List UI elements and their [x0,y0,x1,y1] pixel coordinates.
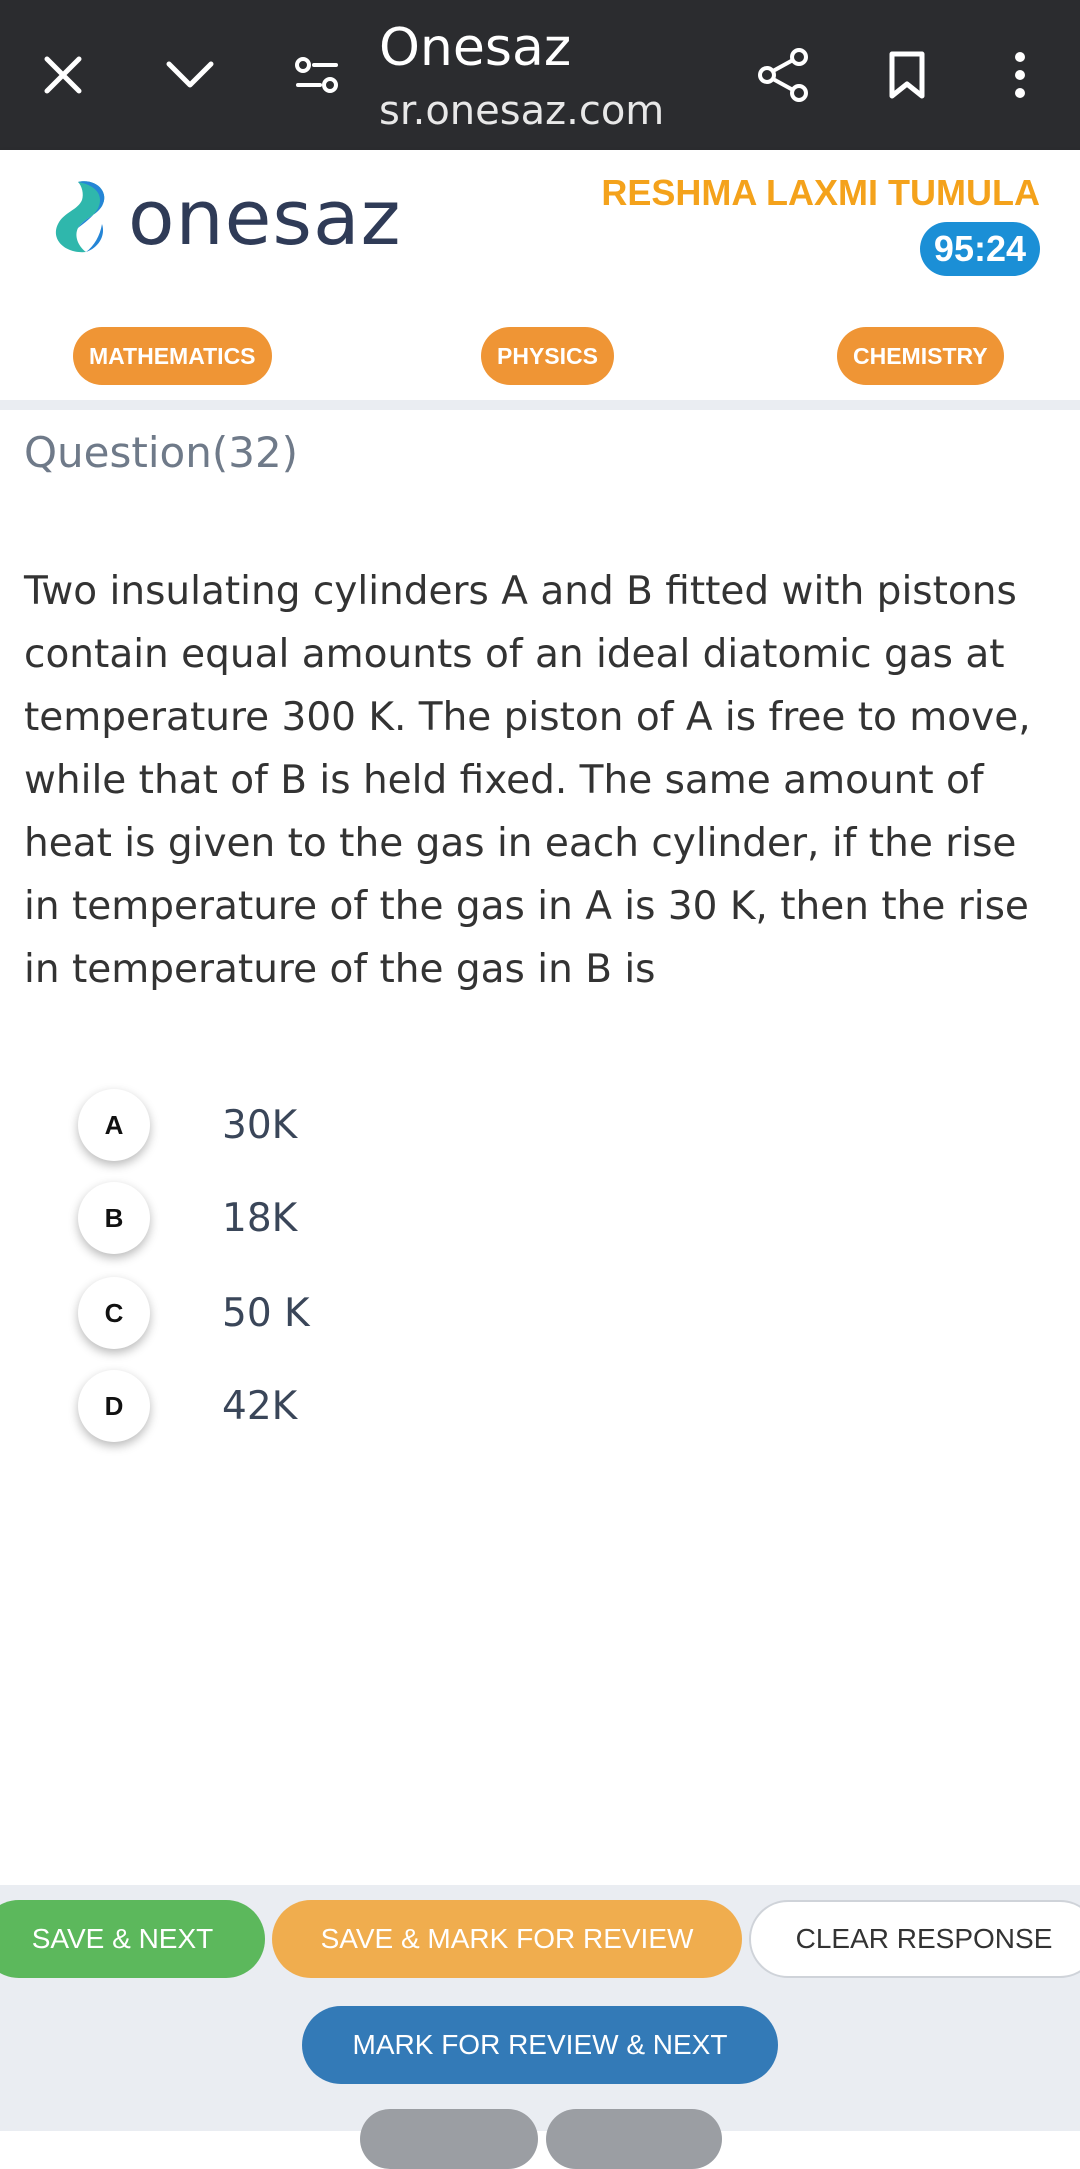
question-number: Question(32) [24,428,299,477]
option-b-text[interactable]: 18K [222,1195,298,1241]
option-a[interactable] [78,1089,297,1161]
option-a-text[interactable]: 30K [222,1102,298,1148]
option-a-badge[interactable]: A [78,1089,150,1161]
save-next-button[interactable]: SAVE & NEXT [0,1900,265,1978]
question-text: Two insulating cylinders A and B fitted with pistons contain equal amounts of an ideal diatomic gas at temperature 300 K. The piston of A is free to move, while that of B is held fixed. The same amount of heat is given to the gas in each cylinder, if the rise in temperature of the gas in A is 30 K, then the rise in temperature of the gas in B is [24,569,1031,992]
onesaz-logo[interactable] [44,172,401,262]
onesaz-logo-icon [44,176,114,258]
tab-chemistry[interactable]: CHEMISTRY [837,327,1004,385]
option-c-badge[interactable]: C [78,1277,150,1349]
action-bar [0,1885,1080,2131]
more-vert-icon[interactable] [985,40,1055,110]
close-icon[interactable] [28,40,98,110]
option-d-text[interactable]: 42K [222,1383,298,1429]
subject-tabs [0,292,1080,410]
mark-review-next-button[interactable]: MARK FOR REVIEW & NEXT [302,2006,778,2084]
tab-mathematics[interactable]: MATHEMATICS [73,327,272,385]
chevron-down-icon[interactable] [155,40,225,110]
option-b[interactable] [78,1182,297,1254]
option-d[interactable] [78,1370,297,1442]
exam-timer: 95:24 [920,222,1040,276]
option-d-badge[interactable]: D [78,1370,150,1442]
site-settings-icon[interactable] [282,40,352,110]
browser-toolbar [0,0,1080,150]
share-icon[interactable] [748,40,818,110]
tab-physics[interactable]: PHYSICS [481,327,614,385]
student-name: RESHMA LAXMI TUMULA [601,172,1040,213]
site-header [0,150,1080,292]
bookmark-icon[interactable] [872,40,942,110]
option-c-text[interactable]: 50 K [222,1290,310,1336]
site-url[interactable]: sr.onesaz.com [379,88,665,134]
option-b-badge[interactable]: B [78,1182,150,1254]
site-title: Onesaz [379,18,572,78]
next-button[interactable] [546,2109,722,2169]
logo-text: onesaz [128,172,402,262]
option-c[interactable] [78,1277,310,1349]
previous-button[interactable] [360,2109,538,2169]
save-mark-review-button[interactable]: SAVE & MARK FOR REVIEW [272,1900,742,1978]
clear-response-button[interactable]: CLEAR RESPONSE [749,1900,1080,1978]
